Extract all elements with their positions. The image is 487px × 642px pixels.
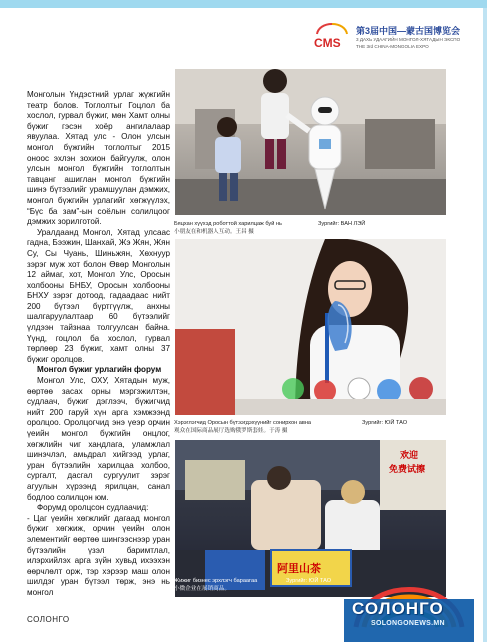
photo-caption-cn: 小朋友在和机器人互动。王昌 摄 xyxy=(174,229,254,235)
article-paragraph: - Цаг үеийн хөгжлийг дагаад монгол бүжиг хөгжиж, орчин үеийн олон элементийг өөртөө шингээснээр уран бүтээлийн үзэл баримтлал, илэрхийлэх арга зүйн хувьд ихээхэн өөрчлөлт орж, тэр хэрээр маш олон шилдэг уран бүтээл төрж, энэ нь монгол xyxy=(27,513,170,597)
section-label: СОЛОНГО xyxy=(27,615,70,624)
photo-credit: Зургийг: ВАН ЛЭЙ xyxy=(318,221,366,227)
section-heading: Монгол бүжиг урлагийн форум xyxy=(37,365,162,375)
expo-title-cn: 第3届中国—蒙古国博览会 xyxy=(356,26,461,36)
article-paragraph: Монголын Үндэстний урлаг жүжгийн театр болов. Тоглолтыг Гоцлол ба хослол, гурвал бүжиг, мөн Хамт олны бүжиг гэсэн хоёр ангилалаар явуулаа. Хятад улс - Олон улсын монгол бүжгийн тоглолтыг 2015 оноос эхлэн зохион байгуулж, олон улсын монгол бүжгийн тоглолтын тавцанг ашиглан монгол бүжгийн шинэ бүтээлийг урамшуулан дэмжих, монгол бүжгийн урлагийг хөгжүүлэх, “Бүс ба зам”-ын соёлын солилцоог дэмжих зорилготой. xyxy=(27,90,170,227)
article-paragraph: Форумд оролцсон судлаачид: xyxy=(37,503,149,513)
photo-caption-cn: 小微企业在展销商品。 xyxy=(174,586,230,592)
article-paragraph: Уралдаанд Монгол, Хятад улсаас гадна, Бээжин, Шанхай, Жэ Жян, Жян Су, Сы Чуань, Шиньжян, Хөхнуур зэрэг муж хот болон Өвөр Монголын 12 аймаг, хот, Монгол Улс, Оросын холбооны БНБУ, Оросын холбооны БНХУ зэрэг дотоод, гадаадаас нийт 200 бүтээл бүртгүүлж, анхны шалгаруулалтаар 60 бүтээлийг үлдээн тайзнаа толгуулсан байна. Үүнд, гоцлол ба хослол, гурвал төрлөөр 23 бүжиг, хамт олны 37 бүжиг оролцов. xyxy=(27,227,170,364)
photo-caption-mn: Жижиг бизнес эрхлэгч бараагаа xyxy=(174,578,258,584)
photo-caption-cn: 观众在国际商品展厅选购俄罗斯套娃。于涛 摄 xyxy=(174,428,288,434)
photo-credit: Зургийг: ЮЙ ТАО xyxy=(286,578,332,584)
booth-sign: 阿里山茶 xyxy=(277,563,321,575)
brand-website: SOLONGONEWS.MN xyxy=(371,620,445,627)
expo-logo-text: CMS xyxy=(314,36,341,50)
article-paragraph: Монгол Улс, ОХУ, Хятадын муж, өөртөө засах орны мэргэжилтэн, судлаач, бүжиг дэглээч, бүжигчид нийт 200 гаруй хүн арга хэмжээнд оролцоо. Оролцогчид энэ үеэр орчин үеийн монгол бүжгийн онцлог, хөгжлийн чиг хандлага, уламжлал шинэчлэл, амьдрал хийгээд урлаг, уран бүтээлийн харилцаа холбоо, сургалт, дасгал сургуулит зэрэг агуулын хүрээнд ярилцан, санал бодлоо солилцон юм. xyxy=(27,376,170,502)
side-color-stripe xyxy=(483,8,487,642)
photo-credit: Зургийг: ЮЙ ТАО xyxy=(362,420,408,426)
photo-child-robot xyxy=(175,69,446,215)
booth-sign: 欢迎 xyxy=(400,450,419,460)
expo-title-en: THE 3rd CHINA-MONGOLIA EXPO xyxy=(356,44,429,49)
expo-title-mn: 3 ДАХЬ УДААГИЙН МОНГОЛ-ХЯТАДЫН ЭКСПО xyxy=(356,37,461,42)
expo-logo xyxy=(312,22,352,52)
booth-sign: 免费试擦 xyxy=(389,464,426,474)
photo-woman-crystal xyxy=(175,239,446,415)
article-column xyxy=(27,90,170,599)
photo-caption-mn: Хэрэглэгчид Оросын бүтээгдэхүүнийг сонирхон авна xyxy=(174,420,312,426)
brand-name: СОЛОНГО xyxy=(352,599,444,618)
photo-caption-mn: Бяцхан хүүхэд роботтой харилцаж буй нь xyxy=(174,221,282,227)
top-color-band xyxy=(0,0,487,8)
